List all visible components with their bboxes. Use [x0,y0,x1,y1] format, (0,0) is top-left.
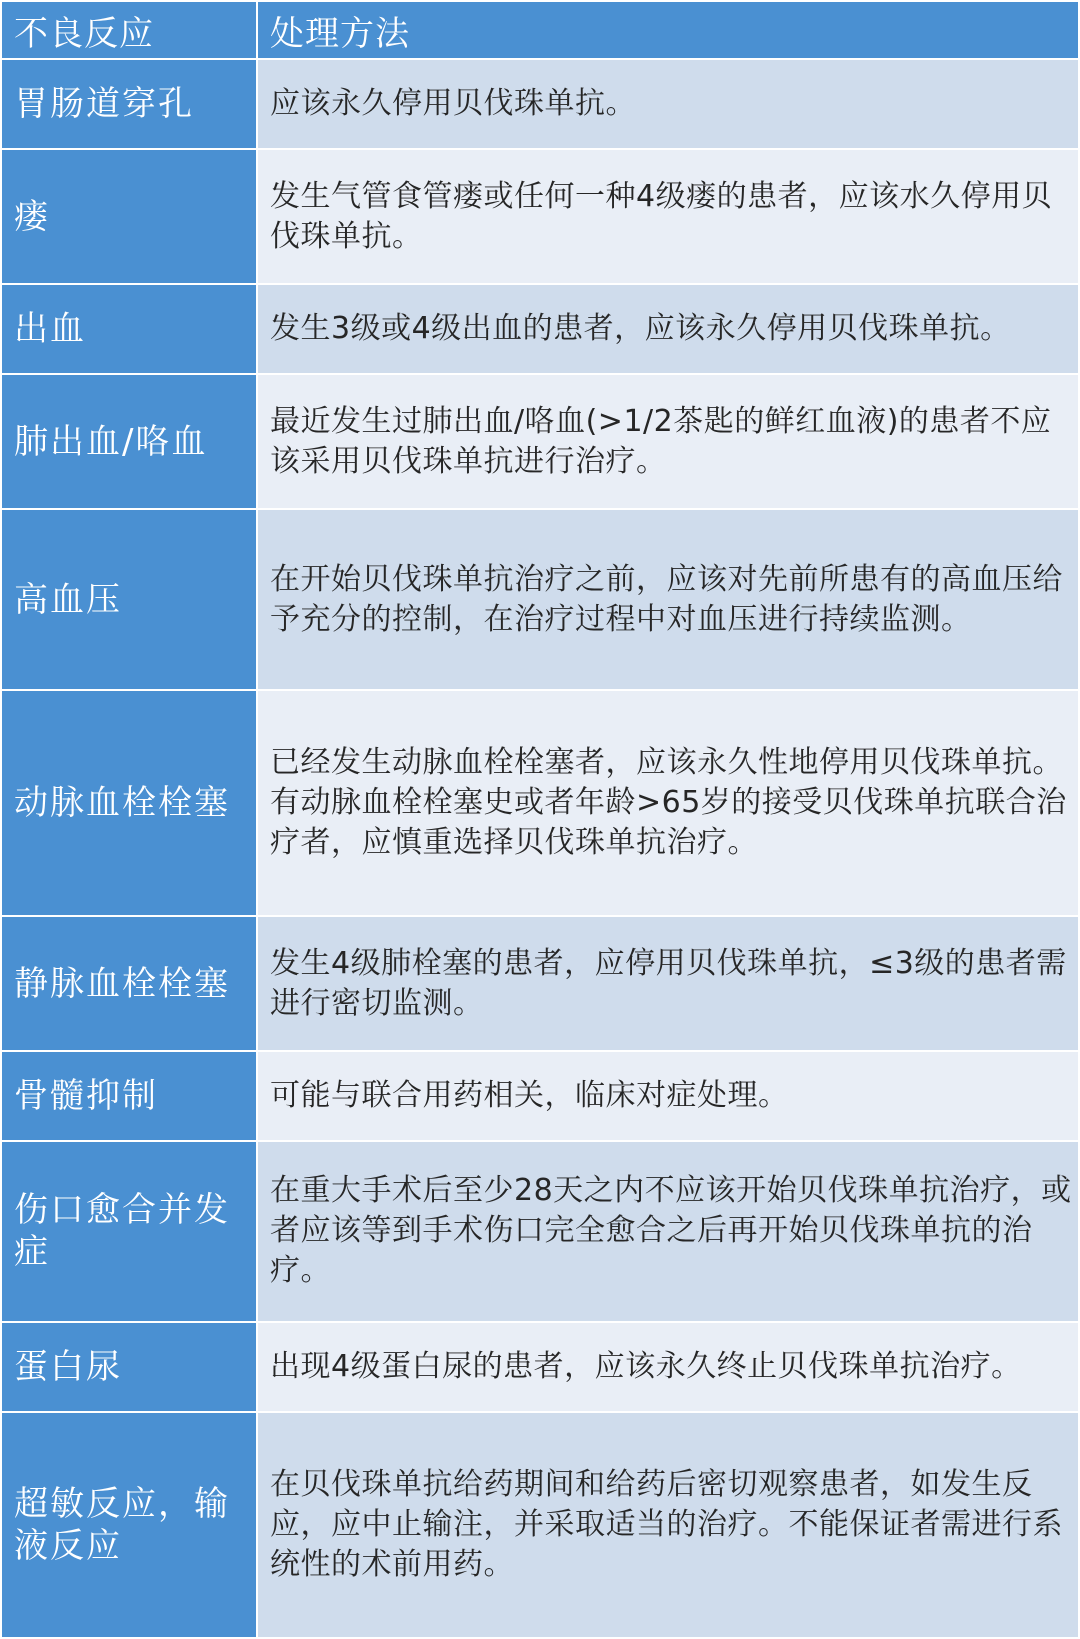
header-reaction: 不良反应 [2,2,256,58]
reaction-cell: 伤口愈合并发症 [2,1142,256,1320]
table-row [2,60,1078,148]
table-row [2,1052,1078,1140]
treatment-cell: 在开始贝伐珠单抗治疗之前，应该对先前所患有的高血压给予充分的控制，在治疗过程中对血压进行持续监测。 [258,510,1078,688]
reaction-cell: 肺出血/咯血 [2,375,256,508]
treatment-cell: 出现4级蛋白尿的患者，应该永久终止贝伐珠单抗治疗。 [258,1323,1078,1411]
table-row [2,1413,1078,1637]
table-row [2,285,1078,373]
table-header-row [2,2,1078,58]
treatment-cell: 发生气管食管瘘或任何一种4级瘘的患者，应该水久停用贝伐珠单抗。 [258,150,1078,283]
table-row [2,150,1078,283]
treatment-cell: 在重大手术后至少28天之内不应该开始贝伐珠单抗治疗，或者应该等到手术伤口完全愈合之后再开始贝伐珠单抗的治疗。 [258,1142,1078,1320]
reaction-cell: 瘘 [2,150,256,283]
reaction-cell: 静脉血栓栓塞 [2,917,256,1050]
table-row [2,917,1078,1050]
treatment-cell: 最近发生过肺出血/咯血(>1/2茶匙的鲜红血液)的患者不应该采用贝伐珠单抗进行治疗。 [258,375,1078,508]
treatment-cell: 已经发生动脉血栓栓塞者，应该永久性地停用贝伐珠单抗。有动脉血栓栓塞史或者年龄>65岁的接受贝伐珠单抗联合治疗者，应慎重选择贝伐珠单抗治疗。 [258,691,1078,915]
treatment-cell: 应该永久停用贝伐珠单抗。 [258,60,1078,148]
reaction-cell: 胃肠道穿孔 [2,60,256,148]
reaction-cell: 出血 [2,285,256,373]
table-row [2,510,1078,688]
table-row [2,691,1078,915]
table-row [2,1323,1078,1411]
table-row [2,1142,1078,1320]
header-treatment: 处理方法 [258,2,1078,58]
reaction-cell: 骨髓抑制 [2,1052,256,1140]
reaction-cell: 蛋白尿 [2,1323,256,1411]
treatment-cell: 发生4级肺栓塞的患者，应停用贝伐珠单抗，≤3级的患者需进行密切监测。 [258,917,1078,1050]
treatment-cell: 可能与联合用药相关，临床对症处理。 [258,1052,1078,1140]
treatment-cell: 在贝伐珠单抗给药期间和给药后密切观察患者，如发生反应，应中止输注，并采取适当的治疗。不能保证者需进行系统性的术前用药。 [258,1413,1078,1637]
reaction-cell: 高血压 [2,510,256,688]
reaction-cell: 动脉血栓栓塞 [2,691,256,915]
treatment-cell: 发生3级或4级出血的患者，应该永久停用贝伐珠单抗。 [258,285,1078,373]
reaction-cell: 超敏反应，输液反应 [2,1413,256,1637]
table-row [2,375,1078,508]
